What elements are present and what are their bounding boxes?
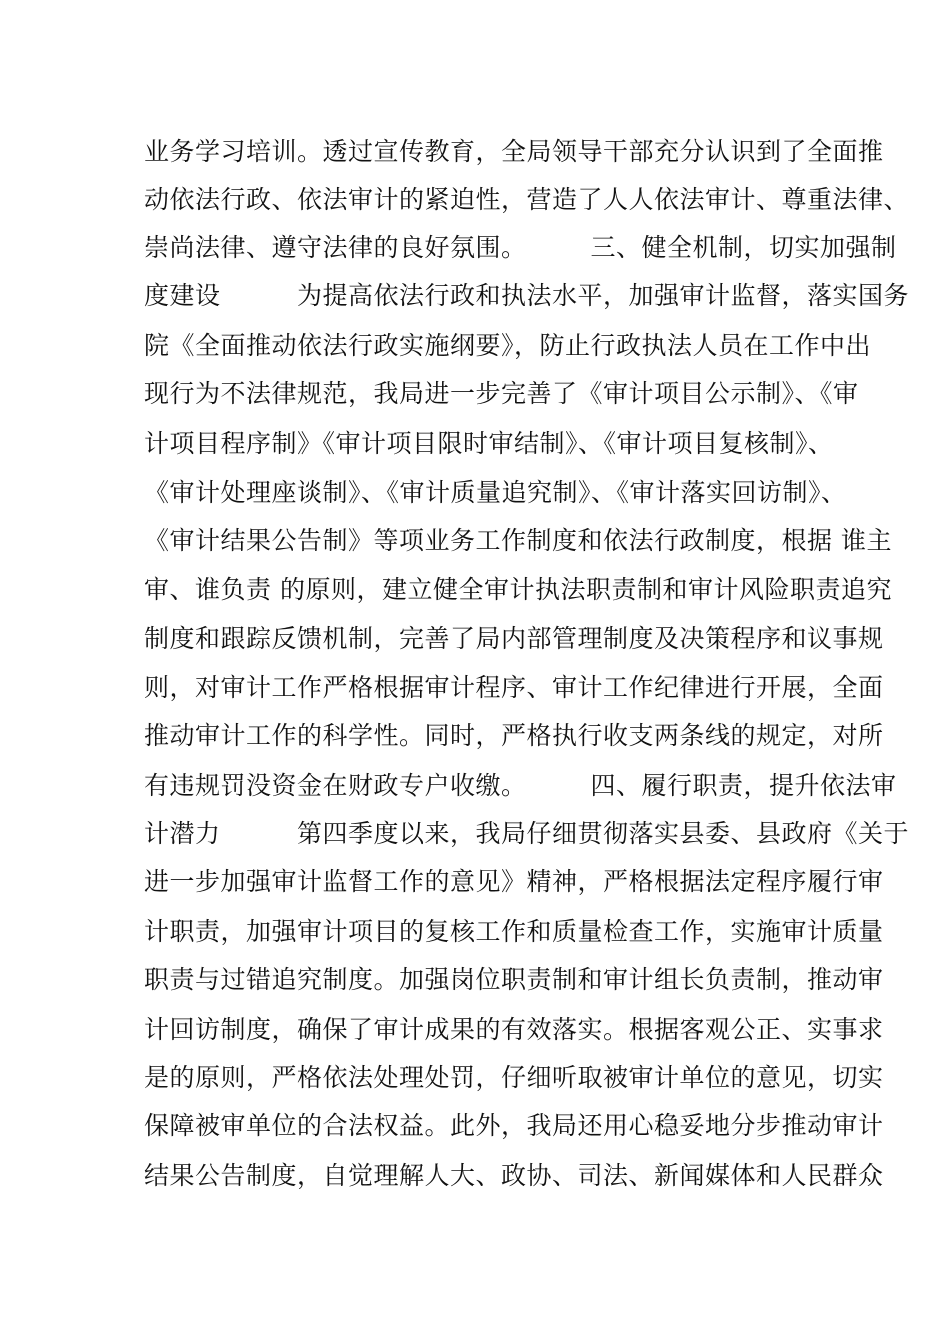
text-line: 计职责，加强审计项目的复核工作和质量检查工作，实施审计质量 [144,917,884,946]
text-line: 《审计结果公告制》等项业务工作制度和依法行政制度，根据 谁主 [144,526,892,555]
text-line: 计潜力 第四季度以来，我局仔细贯彻落实县委、县政府《关于 [144,819,910,848]
text-line: 计回访制度，确保了审计成果的有效落实。根据客观公正、实事求 [144,1015,884,1044]
text-line: 度建设 为提高依法行政和执法水平，加强审计监督，落实国务 [144,281,910,310]
text-line: 制度和跟踪反馈机制，完善了局内部管理制度及决策程序和议事规 [144,624,884,653]
text-line: 现行为不法律规范，我局进一步完善了《审计项目公示制》、《审 [144,379,859,408]
text-line: 院《全面推动依法行政实施纲要》，防止行政执法人员在工作中出 [144,331,872,360]
text-line: 推动审计工作的科学性。同时，严格执行收支两条线的规定，对所 [144,721,884,750]
text-line: 有违规罚没资金在财政专户收缴。 四、履行职责，提升依法审 [144,771,897,800]
text-line: 崇尚法律、遵守法律的良好氛围。 三、健全机制，切实加强制 [144,233,897,262]
text-line: 业务学习培训。透过宣传教育，全局领导干部充分认识到了全面推 [144,137,884,166]
text-line: 计项目程序制》《审计项目限时审结制》、《审计项目复核制》、 [144,429,834,458]
text-line: 审、谁负责 的原则，建立健全审计执法职责制和审计风险职责追究 [144,575,892,604]
text-line: 职责与过错追究制度。加强岗位职责制和审计组长负责制，推动审 [144,965,884,994]
text-line: 进一步加强审计监督工作的意见》精神，严格根据法定程序履行审 [144,867,884,896]
text-line: 则，对审计工作严格根据审计程序、审计工作纪律进行开展，全面 [144,673,884,702]
text-line: 结果公告制度，自觉理解人大、政协、司法、新闻媒体和人民群众 [144,1161,884,1190]
text-line: 是的原则，严格依法处理处罚，仔细听取被审计单位的意见，切实 [144,1063,884,1092]
text-line: 动依法行政、依法审计的紧迫性，营造了人人依法审计、尊重法律、 [144,185,910,214]
text-line: 《审计处理座谈制》、《审计质量追究制》、《审计落实回访制》、 [144,478,847,507]
text-line: 保障被审单位的合法权益。此外，我局还用心稳妥地分步推动审计 [144,1111,884,1140]
